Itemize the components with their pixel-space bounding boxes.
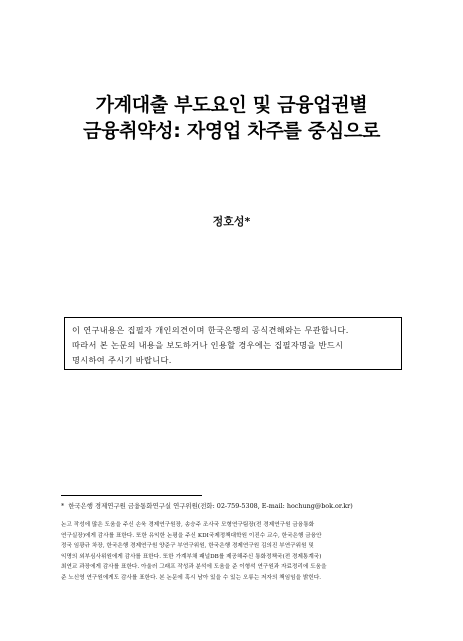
acknowledgement-line: 익명의 외부심사위원에게 감사를 표한다. 또한 가계부채 패널DB를 제공해주신 통화정책국(전 경제통계국) (61, 553, 322, 560)
acknowledgement-line: 최연교 과장에게 감사를 표한다. 아울러 그래프 작성과 분석에 도움을 준 이형석 연구원과 자료정리에 도움을 (61, 564, 327, 571)
title-line-2: 금융취약성: 자영업 차주를 중심으로 (82, 120, 381, 142)
footnote-mark: * (61, 502, 65, 510)
footnote-divider (61, 495, 202, 496)
footnote-text: 한국은행 경제연구원 금융통화연구실 연구위원(전화: 02-759-5308, E-mail: hochung@bok.or.kr) (68, 502, 353, 510)
acknowledgement-line: 연구실장)에게 감사를 표한다. 또한 유익한 논평을 주신 KDI국제정책대학원 이진수 교수, 한국은행 금융안 (61, 532, 322, 539)
disclaimer-line: 따라서 본 논문의 내용을 보도하거나 인용할 경우에는 집필자명을 반드시 (72, 340, 344, 350)
author-footnote (61, 501, 401, 511)
disclaimer-line: 이 연구내용은 집필자 개인의견이며 한국은행의 공식견해와는 무관합니다. (72, 325, 349, 335)
title-line-1: 가계대출 부도요인 및 금융업권별 (95, 94, 368, 116)
acknowledgement-line: 논고 작성에 많은 도움을 주신 손욱 경제연구원장, 송승주 조사국 모형연구팀장(전 경제연구원 금융통화 (61, 522, 315, 528)
document-title (20, 92, 443, 144)
acknowledgement-line: 정국 임광규 차장, 한국은행 경제연구원 양준구 부연구위원, 한국은행 경제연구원 김의진 부연구위원 및 (61, 543, 314, 550)
disclaimer-box (64, 317, 402, 370)
author-name: 정호성* (212, 215, 251, 228)
acknowledgement-line: 준 노신영 연구원에게도 감사를 표한다. 본 논문에 혹시 남아 있을 수 있는 오류는 저자의 책임임을 밝힌다. (61, 574, 322, 581)
acknowledgements (61, 520, 403, 584)
disclaimer-line: 명시하여 주시기 바랍니다. (72, 355, 172, 365)
